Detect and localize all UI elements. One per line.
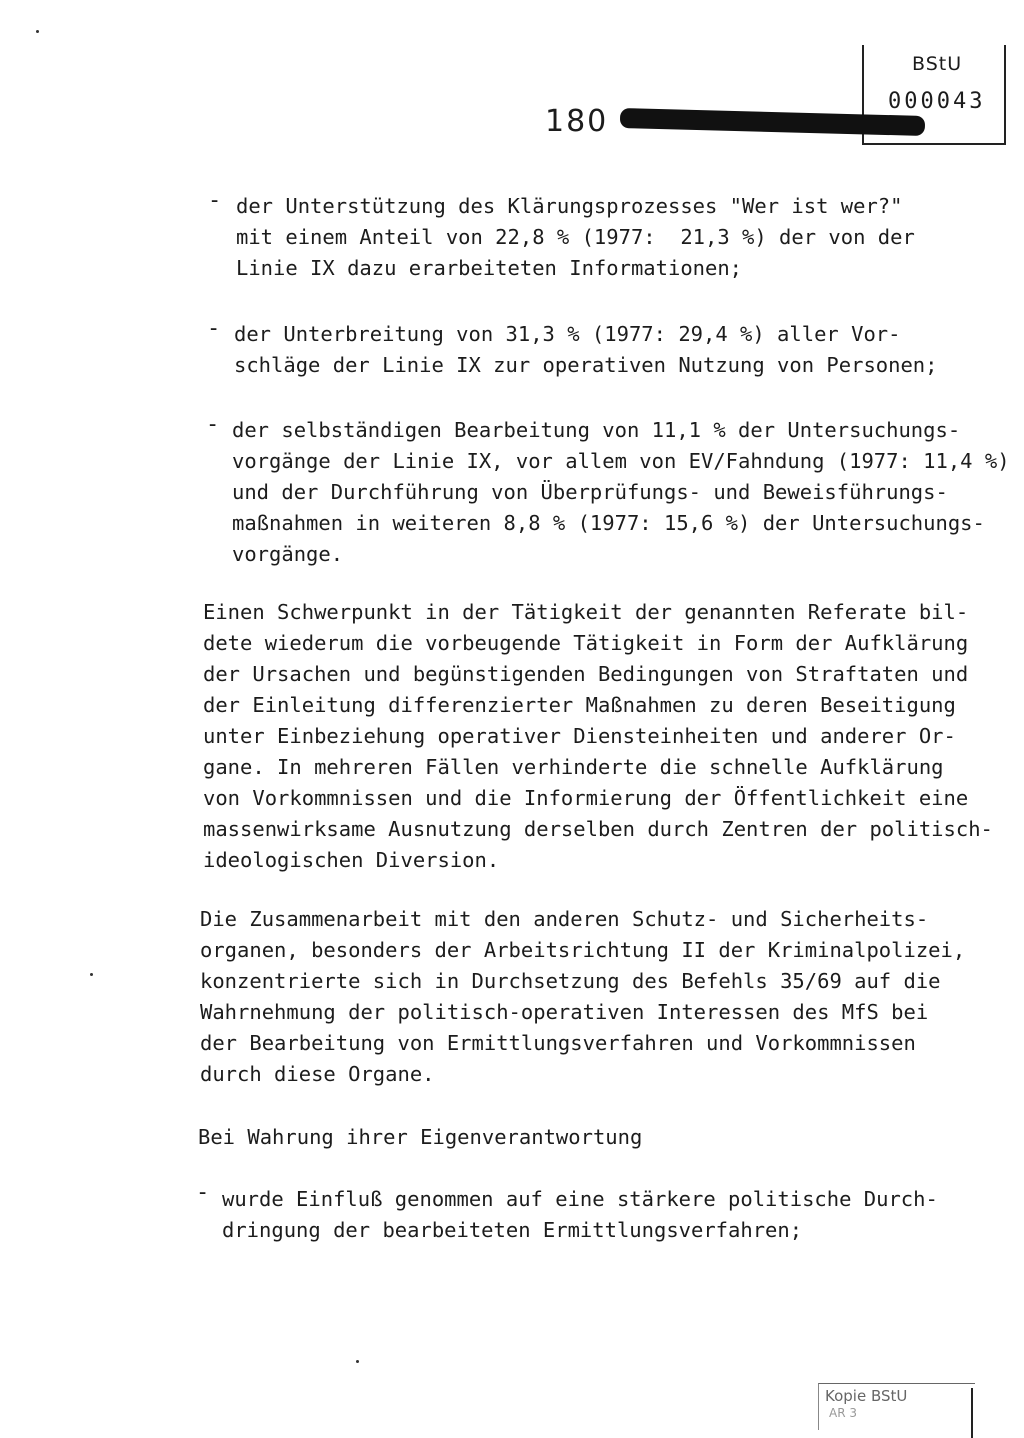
para-1-line-7: von Vorkommnissen und die Informierung der Öffentlichkeit eine (203, 786, 969, 810)
archive-stamp-number: 000043 (888, 89, 986, 114)
para-1-line-9: ideologischen Diversion. (203, 848, 500, 872)
copy-stamp (818, 1383, 975, 1430)
bullet-3-line-3: und der Durchführung von Überprüfungs- und Beweisführungs- (232, 480, 948, 504)
scan-speck (36, 30, 39, 33)
para-2-line-4: Wahrnehmung der politisch-operativen Interessen des MfS bei (200, 1000, 929, 1024)
para-1-line-2: dete wiederum die vorbeugende Tätigkeit in Form der Aufklärung (203, 631, 969, 655)
bullet-dash: - (206, 412, 220, 437)
para-1-line-4: der Einleitung differenzierter Maßnahmen zu deren Beseitigung (203, 693, 956, 717)
para-2-line-3: konzentrierte sich in Durchsetzung des Befehls 35/69 auf die (200, 969, 941, 993)
para-2-line-5: der Bearbeitung von Ermittlungsverfahren und Vorkommnissen (200, 1031, 916, 1055)
bullet-1-line-3: Linie IX dazu erarbeiteten Informationen; (236, 256, 743, 280)
para-2-line-1: Die Zusammenarbeit mit den anderen Schutz- und Sicherheits- (200, 907, 929, 931)
bullet-4-line-1: wurde Einfluß genommen auf eine stärkere politische Durch- (222, 1187, 938, 1211)
bullet-1-line-2: mit einem Anteil von 22,8 % (1977: 21,3 %) der von der (236, 225, 915, 249)
bullet-dash: - (196, 1180, 210, 1205)
scan-speck (90, 973, 93, 976)
scan-speck (356, 1360, 359, 1363)
copy-stamp-label: Kopie BStU (825, 1387, 908, 1405)
bullet-3-line-1: der selbständigen Bearbeitung von 11,1 % der Untersuchungs- (232, 418, 961, 442)
para-1-line-8: massenwirksame Ausnutzung derselben durch Zentren der politisch- (203, 817, 993, 841)
para-2-line-2: organen, besonders der Arbeitsrichtung II der Kriminalpolizei, (200, 938, 966, 962)
copy-stamp-sub: AR 3 (829, 1406, 857, 1420)
para-1-line-6: gane. In mehreren Fällen verhinderte die schnelle Aufklärung (203, 755, 944, 779)
bullet-4-line-2: dringung der bearbeiteten Ermittlungsverfahren; (222, 1218, 803, 1242)
bullet-dash: - (208, 188, 222, 213)
para-1-line-3: der Ursachen und begünstigenden Bedingungen von Straftaten und (203, 662, 969, 686)
bullet-2-line-2: schläge der Linie IX zur operativen Nutzung von Personen; (234, 353, 938, 377)
intro-line: Bei Wahrung ihrer Eigenverantwortung (198, 1125, 643, 1149)
para-1-line-5: unter Einbeziehung operativer Diensteinheiten und anderer Or- (203, 724, 956, 748)
page-number: 180 (545, 104, 609, 139)
archive-stamp-org: BStU (912, 53, 963, 75)
para-1-line-1: Einen Schwerpunkt in der Tätigkeit der genannten Referate bil- (203, 600, 969, 624)
para-2-line-6: durch diese Organe. (200, 1062, 435, 1086)
copy-stamp-bar (971, 1388, 973, 1438)
bullet-1-line-1: der Unterstützung des Klärungsprozesses "Wer ist wer?" (236, 194, 903, 218)
bullet-2-line-1: der Unterbreitung von 31,3 % (1977: 29,4 %) aller Vor- (234, 322, 901, 346)
bullet-3-line-5: vorgänge. (232, 542, 344, 566)
bullet-dash: - (207, 316, 221, 341)
bullet-3-line-4: maßnahmen in weiteren 8,8 % (1977: 15,6 %) der Untersuchungs- (232, 511, 985, 535)
bullet-3-line-2: vorgänge der Linie IX, vor allem von EV/Fahndung (1977: 11,4 %) (232, 449, 1010, 473)
